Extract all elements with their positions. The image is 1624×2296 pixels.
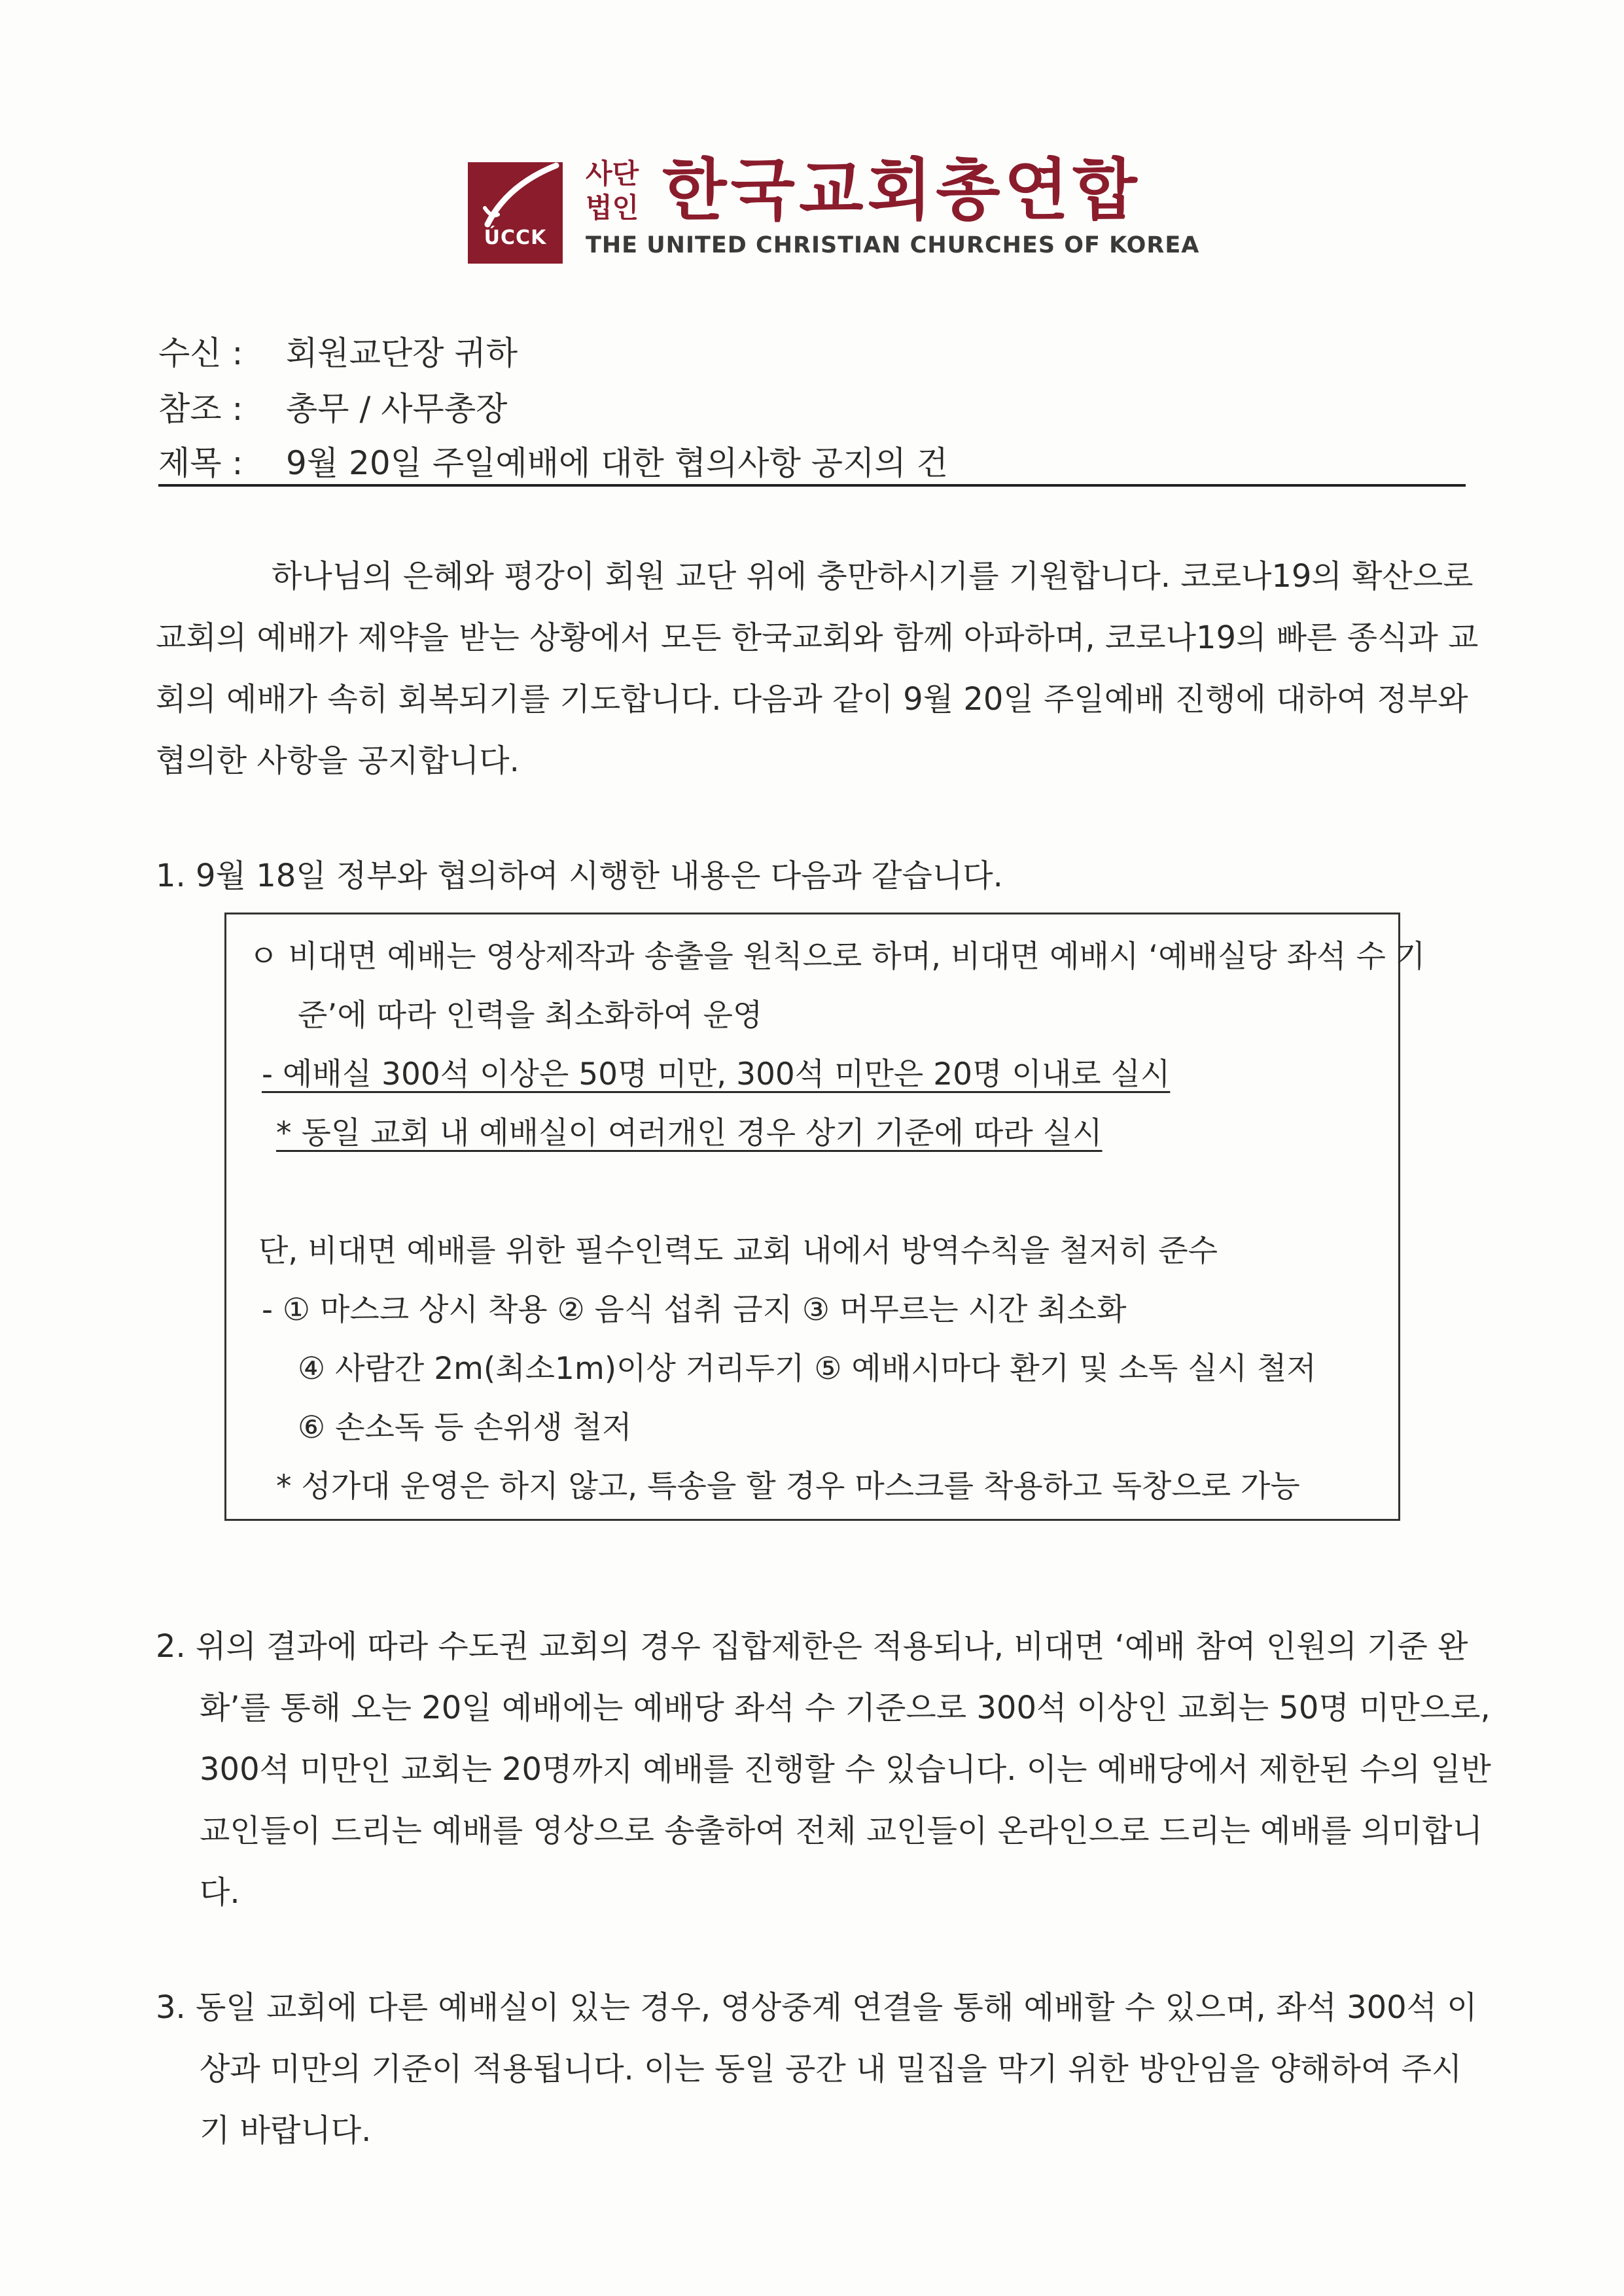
item1-heading: 1. 9월 18일 정부와 협의하여 시행한 내용은 다음과 같습니다. (156, 858, 1003, 894)
intro-line-2: 교회의 예배가 제약을 받는 상황에서 모든 한국교회와 함께 아파하며, 코로나19의 빠른 종식과 교 (156, 619, 1479, 656)
org-prefix-line2: 법인 (586, 192, 639, 224)
subject-row (158, 437, 948, 484)
item2-line-2: 화’를 통해 오는 20일 예배에는 예배당 좌석 수 기준으로 300석 이상인 교회는 50명 미만으로, (200, 1690, 1491, 1726)
item2-line-4: 교인들이 드리는 예배를 영상으로 송출하여 전체 교인들이 온라인으로 드리는 예배를 의미합니 (200, 1813, 1483, 1849)
subject-divider (158, 484, 1466, 487)
cross-swoosh-icon (468, 162, 563, 234)
item3-line-2: 상과 미만의 기준이 적용됩니다. 이는 동일 공간 내 밀집을 막기 위한 방안임을 양해하여 주시 (200, 2051, 1462, 2087)
subject-value: 9월 20일 주일예배에 대한 협의사항 공지의 건 (286, 444, 948, 482)
subject-label: 제목 : (158, 444, 243, 482)
reference-label: 참조 : (158, 390, 243, 428)
box-line-2: 준’에 따라 인력을 최소화하여 운영 (298, 998, 763, 1034)
recipient-row (158, 327, 518, 374)
ucck-logo (468, 162, 563, 264)
intro-line-3: 회의 예배가 속히 회복되기를 기도합니다. 다음과 같이 9월 20일 주일예배 진행에 대하여 정부와 (156, 681, 1468, 718)
box-line-7: ④ 사람간 2m(최소1m)이상 거리두기 ⑤ 예배시마다 환기 및 소독 실시 철저 (298, 1351, 1316, 1387)
item2-line-3: 300석 미만인 교회는 20명까지 예배를 진행할 수 있습니다. 이는 예배당에서 제한된 수의 일반 (200, 1751, 1491, 1788)
intro-line-4: 협의한 사항을 공지합니다. (156, 742, 520, 779)
org-name-english: THE UNITED CHRISTIAN CHURCHES OF KOREA (586, 232, 1200, 258)
item2-line-5: 다. (200, 1874, 240, 1911)
box-line-5: 단, 비대면 예배를 위한 필수인력도 교회 내에서 방역수칙을 철저히 준수 (258, 1233, 1218, 1269)
org-prefix-line1: 사단 (586, 158, 639, 190)
org-prefix (586, 157, 658, 225)
box-line-4: * 동일 교회 내 예배실이 여러개인 경우 상기 기준에 따라 실시 (276, 1115, 1103, 1151)
logo-text: ÚCCK (484, 226, 547, 249)
box-line-1: ㅇ 비대면 예배는 영상제작과 송출을 원칙으로 하며, 비대면 예배시 ‘예배실당 좌석 수 기 (249, 939, 1426, 975)
recipient-label: 수신 : (158, 334, 243, 372)
intro-line-1: 하나님의 은혜와 평강이 회원 교단 위에 충만하시기를 기원합니다. 코로나19의 확산으로 (272, 558, 1474, 595)
box-line-9: * 성가대 운영은 하지 않고, 특송을 할 경우 마스크를 착용하고 독창으로 가능 (276, 1469, 1300, 1505)
box-line-8: ⑥ 손소독 등 손위생 철저 (298, 1410, 632, 1446)
reference-row (158, 383, 507, 430)
org-name: 한국교회총연합 (662, 152, 1141, 230)
recipient-value: 회원교단장 귀하 (286, 334, 518, 372)
box-line-3: - 예배실 300석 이상은 50명 미만, 300석 미만은 20명 이내로 실시 (262, 1056, 1171, 1092)
item2-line-1: 2. 위의 결과에 따라 수도권 교회의 경우 집합제한은 적용되나, 비대면 ‘예배 참여 인원의 기준 완 (156, 1628, 1468, 1665)
box-line-6: - ① 마스크 상시 착용 ② 음식 섭취 금지 ③ 머무르는 시간 최소화 (262, 1292, 1127, 1328)
item3-line-1: 3. 동일 교회에 다른 예배실이 있는 경우, 영상중계 연결을 통해 예배할 수 있으며, 좌석 300석 이 (156, 1989, 1477, 2026)
reference-value: 총무 / 사무총장 (286, 390, 508, 428)
item3-line-3: 기 바랍니다. (200, 2112, 372, 2149)
